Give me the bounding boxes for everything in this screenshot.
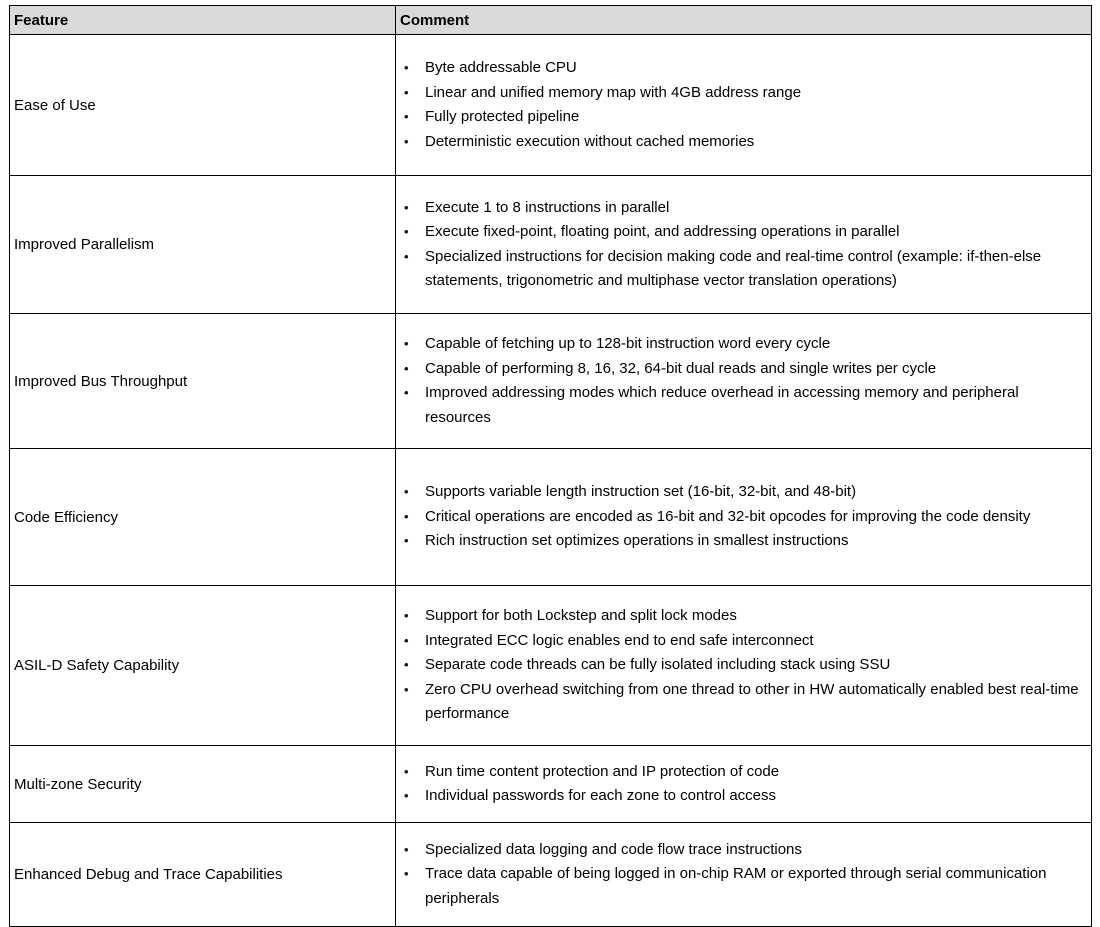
table-row	[10, 176, 1092, 314]
comment-cell	[396, 586, 1092, 746]
feature-table-container	[9, 5, 1091, 927]
comment-item: • Individual passwords for each zone to control access	[402, 784, 1083, 809]
comment-list	[402, 56, 1083, 154]
table-row	[10, 449, 1092, 586]
comment-item: • Byte addressable CPU	[402, 56, 1083, 81]
feature-table	[9, 5, 1092, 927]
table-row	[10, 746, 1092, 823]
feature-cell: Improved Parallelism	[10, 176, 396, 314]
comment-item: • Linear and unified memory map with 4GB address range	[402, 81, 1083, 106]
table-header-row	[10, 6, 1092, 35]
comment-list	[402, 604, 1083, 727]
header-feature: Feature	[10, 6, 396, 35]
comment-item: • Specialized instructions for decision making code and real-time control (example: if-then-else statements, trigonometric and multiphase vector translation operations)	[402, 245, 1083, 294]
comment-cell	[396, 176, 1092, 314]
comment-cell	[396, 35, 1092, 176]
comment-list	[402, 332, 1083, 430]
feature-cell: Enhanced Debug and Trace Capabilities	[10, 823, 396, 927]
table-row	[10, 35, 1092, 176]
comment-item: • Capable of fetching up to 128-bit instruction word every cycle	[402, 332, 1083, 357]
comment-item: • Separate code threads can be fully isolated including stack using SSU	[402, 653, 1083, 678]
comment-list	[402, 760, 1083, 809]
table-row	[10, 314, 1092, 449]
comment-list	[402, 480, 1083, 554]
comment-cell	[396, 449, 1092, 586]
comment-item: • Fully protected pipeline	[402, 105, 1083, 130]
comment-cell	[396, 823, 1092, 927]
table-row	[10, 586, 1092, 746]
feature-cell: Ease of Use	[10, 35, 396, 176]
comment-cell	[396, 314, 1092, 449]
comment-item: • Deterministic execution without cached memories	[402, 130, 1083, 155]
feature-cell: Multi-zone Security	[10, 746, 396, 823]
feature-cell: Improved Bus Throughput	[10, 314, 396, 449]
comment-item: • Integrated ECC logic enables end to end safe interconnect	[402, 629, 1083, 654]
feature-cell: ASIL-D Safety Capability	[10, 586, 396, 746]
comment-item: • Rich instruction set optimizes operations in smallest instructions	[402, 529, 1083, 554]
comment-item: • Run time content protection and IP protection of code	[402, 760, 1083, 785]
comment-item: • Capable of performing 8, 16, 32, 64-bit dual reads and single writes per cycle	[402, 357, 1083, 382]
table-row	[10, 823, 1092, 927]
comment-list	[402, 196, 1083, 294]
comment-item: • Zero CPU overhead switching from one thread to other in HW automatically enabled best real-time performance	[402, 678, 1083, 727]
header-comment: Comment	[396, 6, 1092, 35]
feature-cell: Code Efficiency	[10, 449, 396, 586]
comment-item: • Support for both Lockstep and split lock modes	[402, 604, 1083, 629]
comment-cell	[396, 746, 1092, 823]
comment-item: • Critical operations are encoded as 16-bit and 32-bit opcodes for improving the code density	[402, 505, 1083, 530]
comment-item: • Improved addressing modes which reduce overhead in accessing memory and peripheral resources	[402, 381, 1083, 430]
comment-item: • Trace data capable of being logged in on-chip RAM or exported through serial communication peripherals	[402, 862, 1083, 911]
comment-item: • Specialized data logging and code flow trace instructions	[402, 838, 1083, 863]
comment-item: • Supports variable length instruction set (16-bit, 32-bit, and 48-bit)	[402, 480, 1083, 505]
comment-item: • Execute 1 to 8 instructions in parallel	[402, 196, 1083, 221]
comment-item: • Execute fixed-point, floating point, and addressing operations in parallel	[402, 220, 1083, 245]
comment-list	[402, 838, 1083, 912]
